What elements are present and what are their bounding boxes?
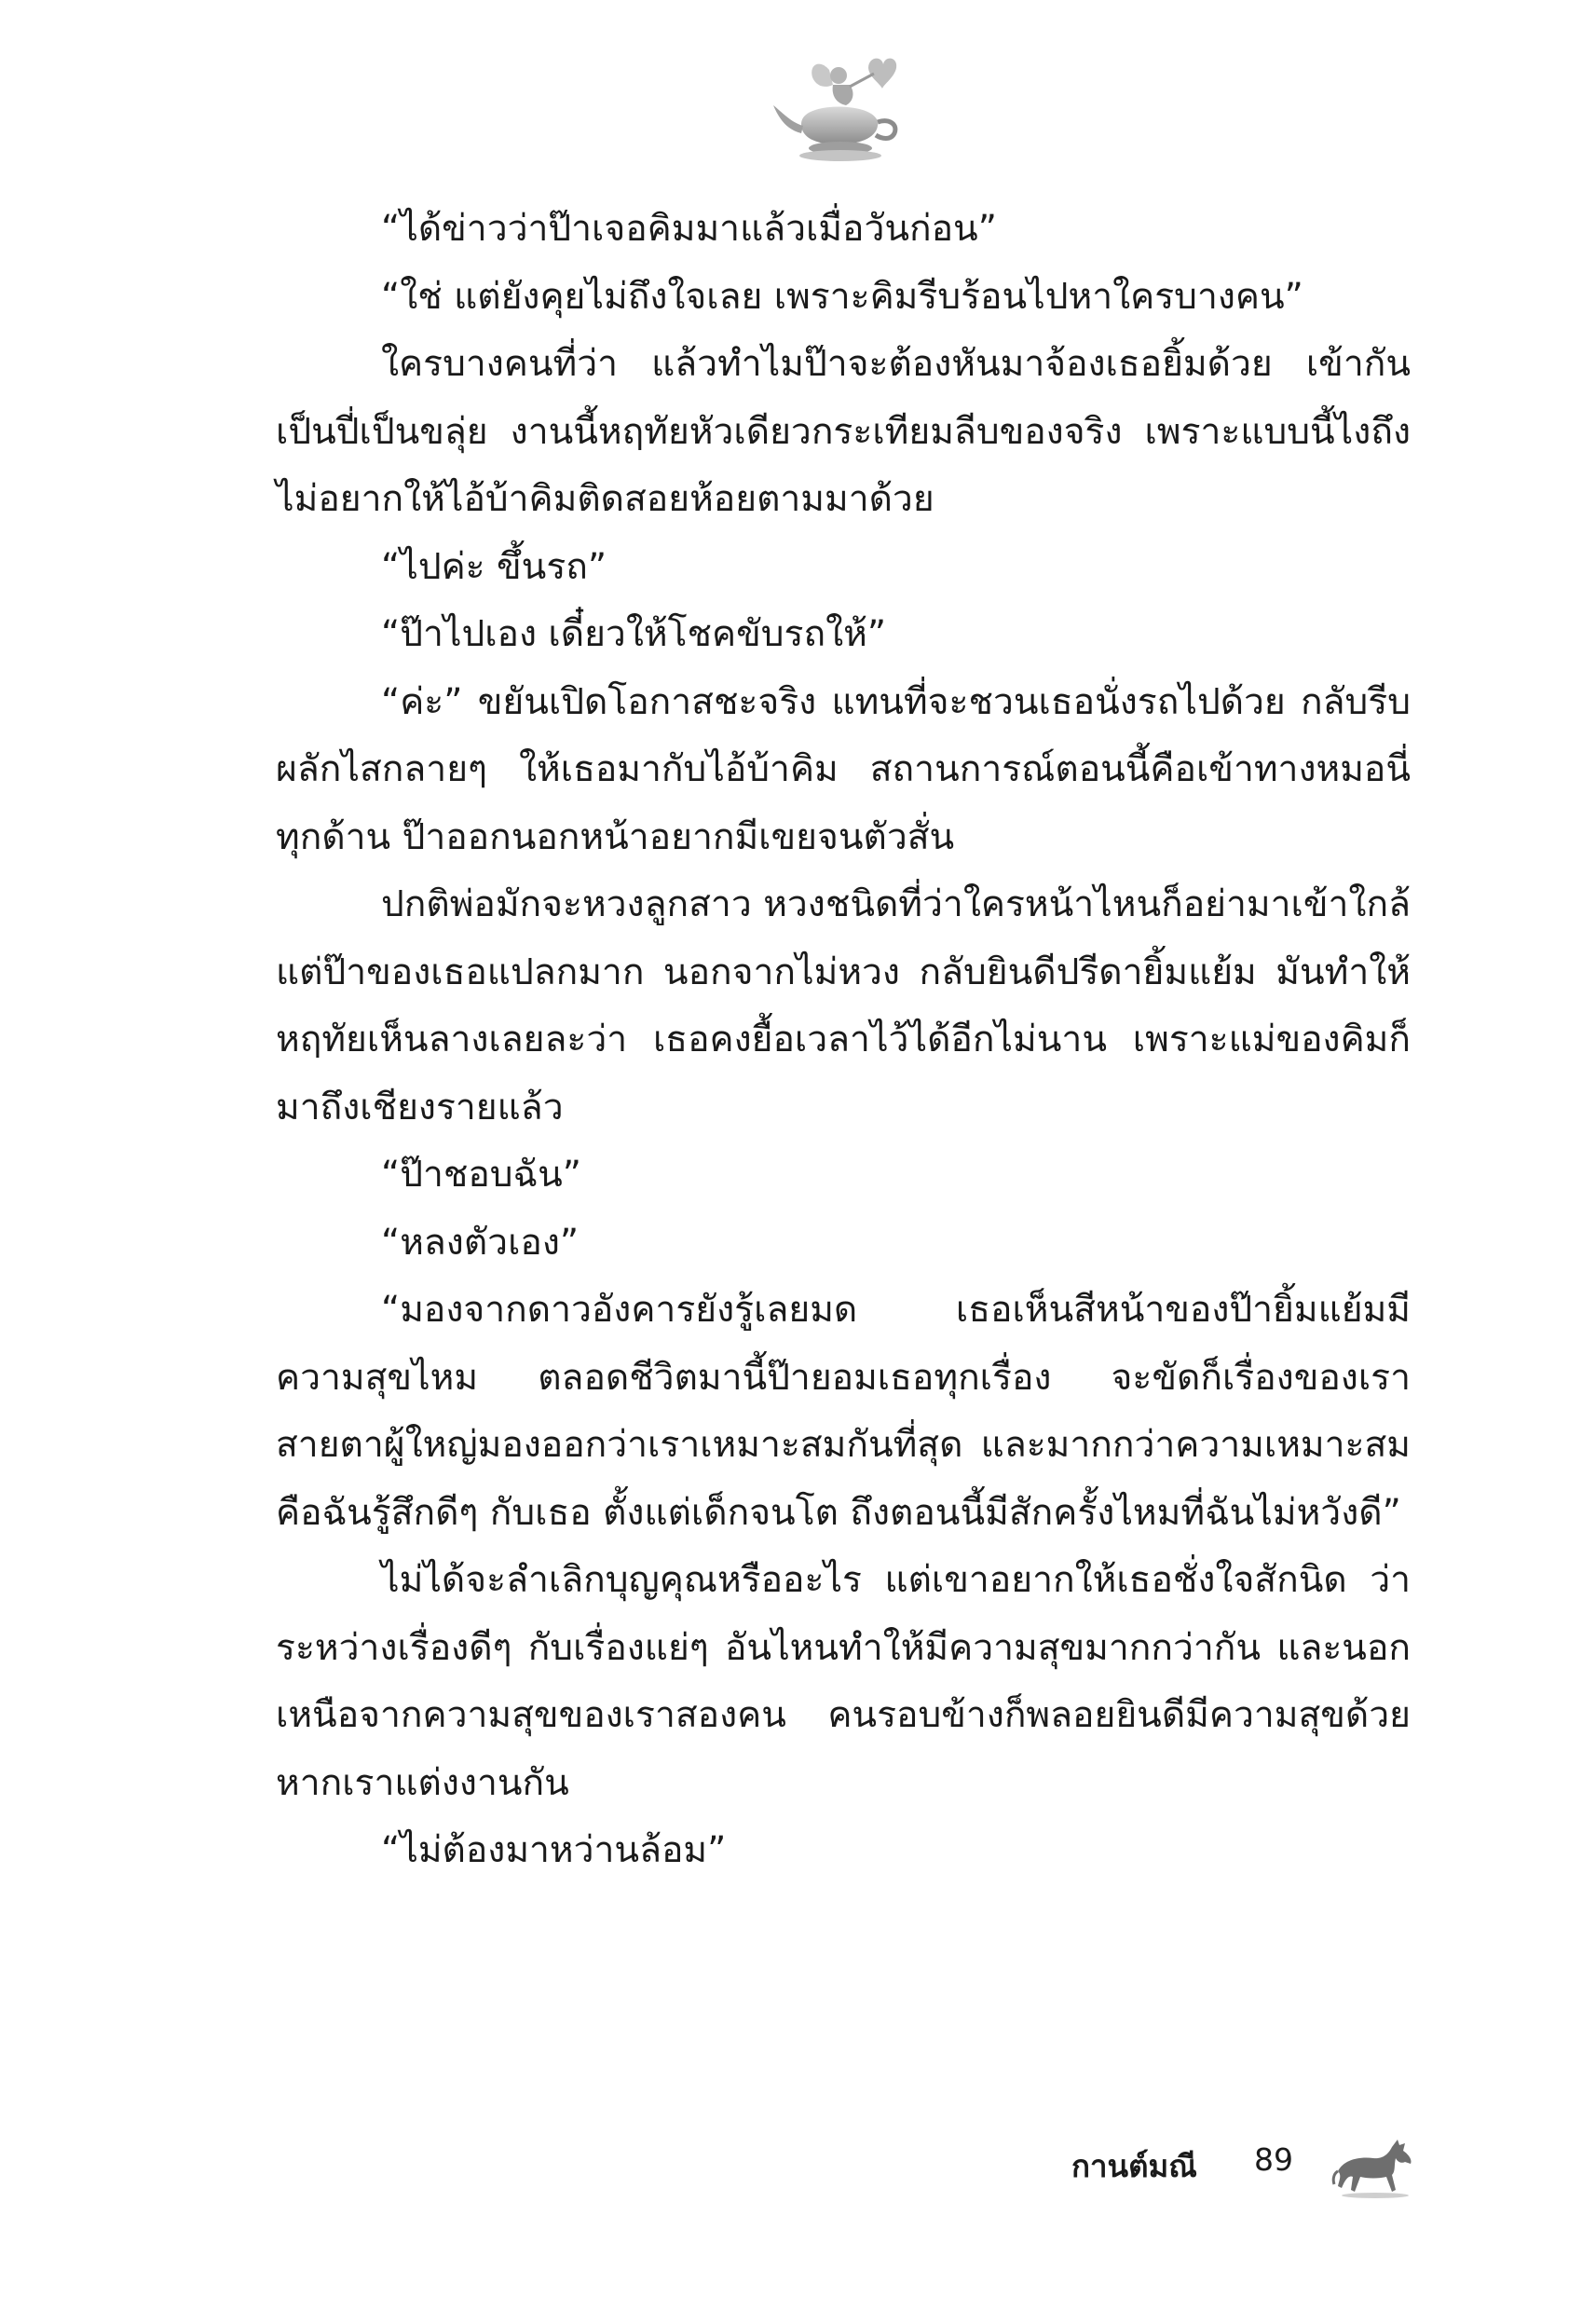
paragraph: “ใช่ แต่ยังคุยไม่ถึงใจเลย เพราะคิมรีบร้อนไปหาใครบางคน” <box>381 275 1303 318</box>
paragraph: “มองจากดาวอังคารยังรู้เลยมด เธอเห็นสีหน้าของป๊ายิ้มแย้มมีความสุขไหม ตลอดชีวิตมานี้ป๊ายอมเธอทุกเรื่อง จะขัดก็เรื่องของเรา สายตาผู้ใหญ่มองออกว่าเราเหมาะสมกันที่สุด และมากกว่าความเหมาะสมคือฉันรู้สึกดีๆ กับเธอ ตั้งแต่เด็กจนโต ถึงตอนนี้มีสักครั้งไหมที่ฉันไม่หวังดี” <box>276 1289 1411 1534</box>
body-text <box>276 196 1411 1885</box>
paragraph: “ไปค่ะ ขึ้นรถ” <box>381 545 607 588</box>
paragraph: “ได้ข่าวว่าป๊าเจอคิมมาแล้วเมื่อวันก่อน” <box>381 208 997 250</box>
paragraph: “หลงตัวเอง” <box>381 1221 580 1264</box>
page-footer <box>1071 2134 1425 2208</box>
paragraph: ไม่ได้จะลำเลิกบุญคุณหรืออะไร แต่เขาอยากให้เธอชั่งใจสักนิด ว่าระหว่างเรื่องดีๆ กับเรื่องแย่ๆ อันไหนทำให้มีความสุขมากกว่ากัน และนอกเหนือจากความสุขของเราสองคน คนรอบข้างก็พลอยยินดีมีความสุขด้วยหากเราแต่งงานกัน <box>276 1559 1411 1804</box>
page-number: 89 <box>1254 2141 1293 2178</box>
paragraph: “ป๊าไปเอง เดี๋ยวให้โชคขับรถให้” <box>381 613 887 655</box>
paragraph: ใครบางคนที่ว่า แล้วทำไมป๊าจะต้องหันมาจ้องเธอยิ้มด้วย เข้ากันเป็นปี่เป็นขลุ่ย งานนี้หฤทัยหัวเดียวกระเทียมลีบของจริง เพราะแบบนี้ไงถึงไม่อยากให้ไอ้บ้าคิมติดสอยห้อยตามมาด้วย <box>276 343 1411 520</box>
paragraph: “ป๊าชอบฉัน” <box>381 1154 581 1196</box>
teapot-with-cupid-icon <box>764 51 904 168</box>
paragraph: “ไม่ต้องมาหว่านล้อม” <box>381 1829 727 1871</box>
horse-icon <box>1330 2134 1420 2201</box>
book-title: กานต์มณี <box>1071 2148 1197 2184</box>
paragraph: ปกติพ่อมักจะหวงลูกสาว หวงชนิดที่ว่าใครหน้าไหนก็อย่ามาเข้าใกล้ แต่ป๊าของเธอแปลกมาก นอกจากไม่หวง กลับยินดีปรีดายิ้มแย้ม มันทำให้หฤทัยเห็นลางเลยละว่า เธอคงยื้อเวลาไว้ได้อีกไม่นาน เพราะแม่ของคิมก็มาถึงเชียงรายแล้ว <box>276 883 1411 1128</box>
paragraph: “ค่ะ” ขยันเปิดโอกาสชะจริง แทนที่จะชวนเธอนั่งรถไปด้วย กลับรีบผลักไสกลายๆ ให้เธอมากับไอ้บ้าคิม สถานการณ์ตอนนี้คือเข้าทางหมอนี่ทุกด้าน ป๊าออกนอกหน้าอยากมีเขยจนตัวสั่น <box>276 680 1411 858</box>
